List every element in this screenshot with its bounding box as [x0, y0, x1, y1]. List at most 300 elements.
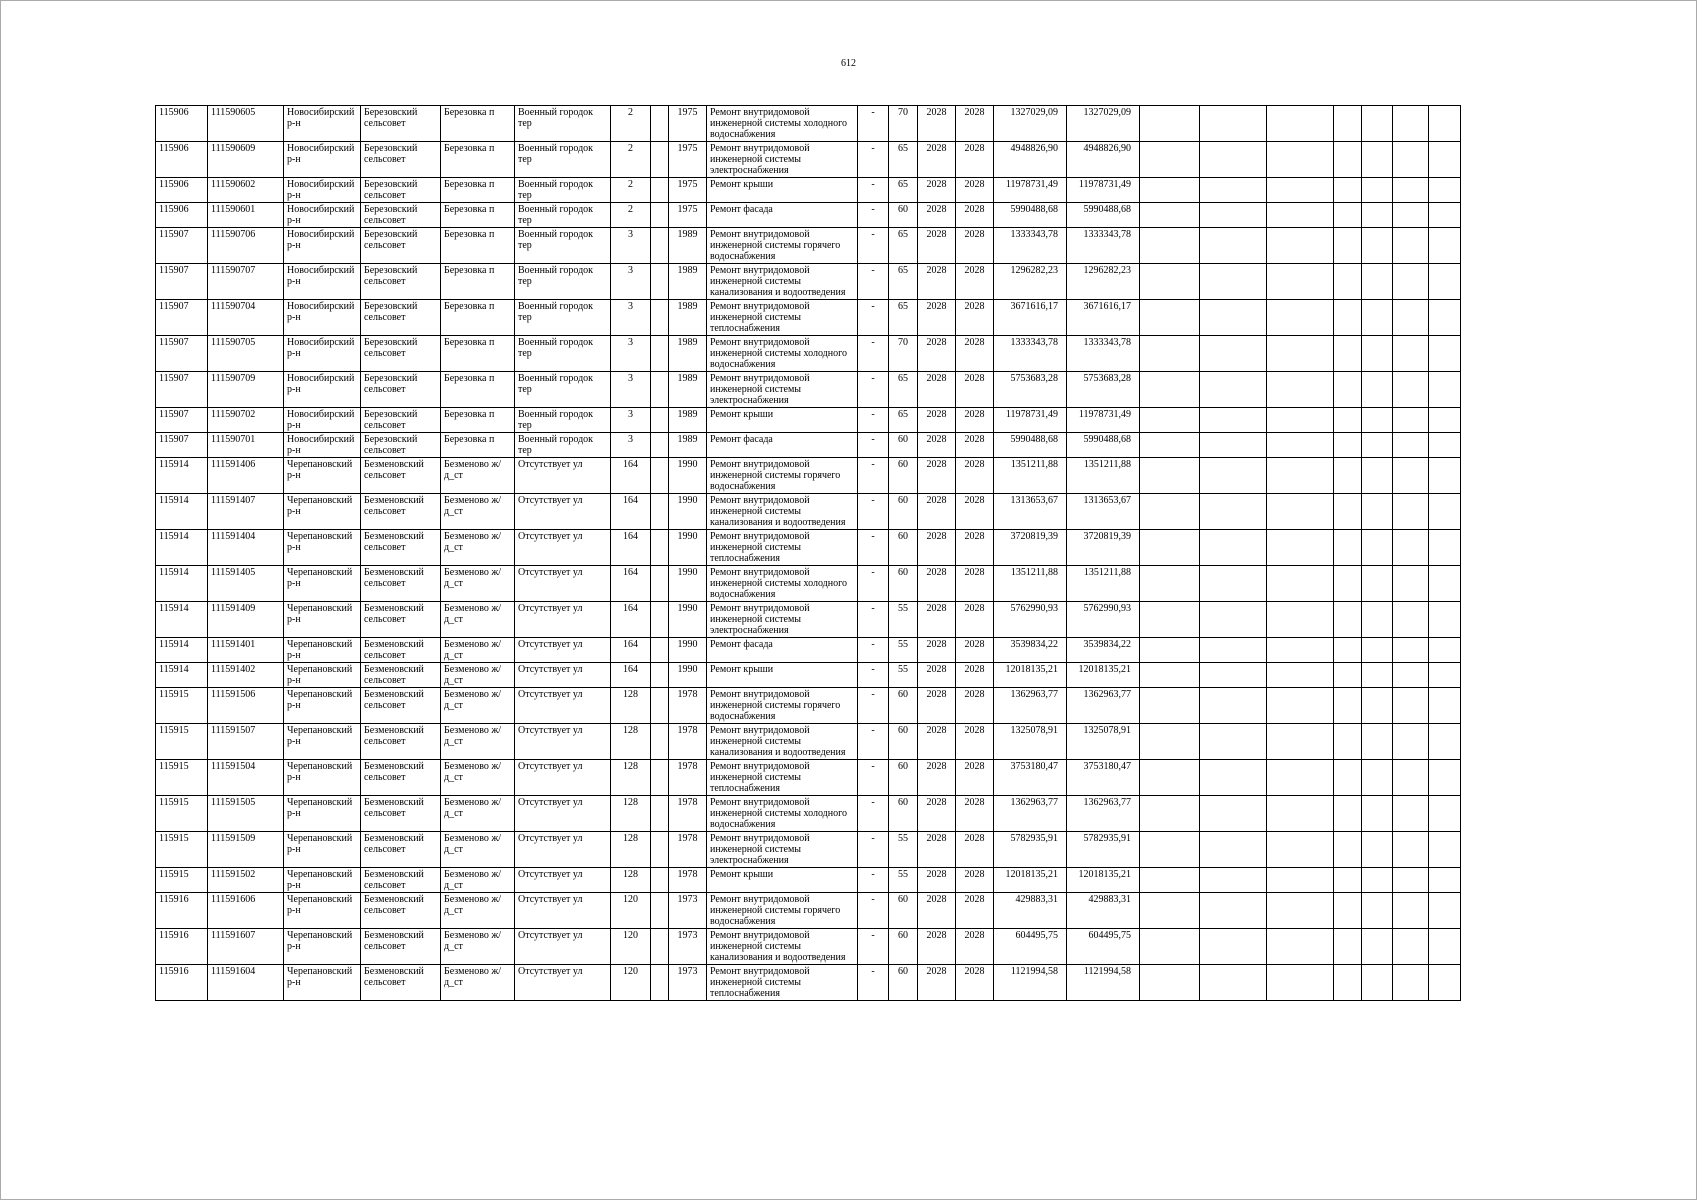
table-row [156, 106, 1461, 142]
table-cell: 55 [889, 868, 918, 893]
table-cell: Военный городок тер [515, 203, 611, 228]
table-cell [1362, 106, 1393, 142]
table-cell [1393, 868, 1429, 893]
table-cell: 115906 [156, 203, 208, 228]
table-cell: Отсутствует ул [515, 602, 611, 638]
table-cell [651, 663, 669, 688]
table-cell: Черепановский р-н [284, 760, 361, 796]
table-cell: Безменовский сельсовет [361, 494, 441, 530]
table-cell: 2028 [956, 264, 994, 300]
table-cell: 1978 [669, 832, 707, 868]
table-cell: 60 [889, 530, 918, 566]
table-cell: Ремонт фасада [707, 433, 858, 458]
table-cell: 2028 [956, 408, 994, 433]
table-cell: 5990488,68 [994, 203, 1067, 228]
table-cell [1267, 796, 1334, 832]
table-cell: 1362963,77 [994, 796, 1067, 832]
table-cell: 1989 [669, 372, 707, 408]
table-cell [651, 796, 669, 832]
table-cell: Березовка п [441, 300, 515, 336]
table-cell: 164 [611, 530, 651, 566]
table-cell [1334, 760, 1362, 796]
table-cell: 1990 [669, 663, 707, 688]
table-cell: 5753683,28 [994, 372, 1067, 408]
table-cell: 2028 [918, 929, 956, 965]
table-cell: 111590705 [208, 336, 284, 372]
table-cell [1140, 893, 1200, 929]
table-cell [1429, 494, 1461, 530]
table-cell [1362, 142, 1393, 178]
table-cell: Новосибирский р-н [284, 178, 361, 203]
table-cell [1362, 832, 1393, 868]
table-cell: 12018135,21 [1067, 868, 1140, 893]
table-cell: - [858, 724, 889, 760]
table-cell: 1989 [669, 264, 707, 300]
table-cell [1200, 602, 1267, 638]
table-cell [1267, 264, 1334, 300]
table-cell: 1325078,91 [1067, 724, 1140, 760]
table-cell: 164 [611, 494, 651, 530]
table-cell: 2028 [918, 663, 956, 688]
table-cell [1334, 458, 1362, 494]
table-cell: 1975 [669, 142, 707, 178]
table-cell: 70 [889, 336, 918, 372]
table-cell [651, 566, 669, 602]
table-cell: - [858, 602, 889, 638]
table-cell: 120 [611, 965, 651, 1001]
table-cell [1362, 458, 1393, 494]
table-row [156, 494, 1461, 530]
table-cell [1393, 893, 1429, 929]
table-cell: Безменово ж/д_ст [441, 494, 515, 530]
table-cell: Безменовский сельсовет [361, 530, 441, 566]
table-cell [1334, 264, 1362, 300]
table-cell [1429, 300, 1461, 336]
table-cell: 2028 [956, 929, 994, 965]
table-cell: 2028 [918, 893, 956, 929]
table-cell: Ремонт внутридомовой инженерной системы холодного водоснабжения [707, 566, 858, 602]
table-cell: 111591409 [208, 602, 284, 638]
table-cell [1140, 796, 1200, 832]
table-cell: Ремонт внутридомовой инженерной системы электроснабжения [707, 602, 858, 638]
table-cell: 128 [611, 760, 651, 796]
table-cell: Черепановский р-н [284, 530, 361, 566]
table-cell: 3753180,47 [1067, 760, 1140, 796]
table-cell: 115914 [156, 663, 208, 688]
table-cell: 2028 [918, 433, 956, 458]
table-cell [1200, 494, 1267, 530]
table-cell [1140, 663, 1200, 688]
table-cell [1200, 372, 1267, 408]
table-cell [1334, 228, 1362, 264]
table-cell: Безменово ж/д_ст [441, 724, 515, 760]
table-cell: Березовка п [441, 336, 515, 372]
table-row [156, 638, 1461, 663]
table-cell: Безменовский сельсовет [361, 724, 441, 760]
table-cell: 111591505 [208, 796, 284, 832]
table-cell: - [858, 965, 889, 1001]
table-row [156, 458, 1461, 494]
table-cell: - [858, 760, 889, 796]
table-cell [1200, 688, 1267, 724]
table-cell [1267, 106, 1334, 142]
table-cell [651, 868, 669, 893]
table-cell: Отсутствует ул [515, 458, 611, 494]
table-cell: 2 [611, 178, 651, 203]
table-cell: 1975 [669, 178, 707, 203]
table-cell [1200, 142, 1267, 178]
table-cell: Отсутствует ул [515, 638, 611, 663]
table-cell [1200, 203, 1267, 228]
table-cell: 1989 [669, 336, 707, 372]
table-cell [1393, 965, 1429, 1001]
table-cell: - [858, 832, 889, 868]
table-cell [1334, 724, 1362, 760]
table-cell: 111590707 [208, 264, 284, 300]
table-cell: 1989 [669, 300, 707, 336]
table-cell: Новосибирский р-н [284, 142, 361, 178]
table-row [156, 433, 1461, 458]
table-cell [1140, 408, 1200, 433]
table-cell: - [858, 408, 889, 433]
table-cell: 4948826,90 [1067, 142, 1140, 178]
table-cell: 2028 [956, 530, 994, 566]
table-cell: 2028 [918, 336, 956, 372]
table-cell: 115906 [156, 106, 208, 142]
table-cell: 429883,31 [1067, 893, 1140, 929]
table-cell: Березовка п [441, 408, 515, 433]
table-cell: 3753180,47 [994, 760, 1067, 796]
table-cell: Ремонт внутридомовой инженерной системы канализования и водоотведения [707, 494, 858, 530]
table-cell [1140, 203, 1200, 228]
table-cell: 115916 [156, 929, 208, 965]
table-cell: 164 [611, 663, 651, 688]
table-cell: 111591604 [208, 965, 284, 1001]
table-cell: 1978 [669, 724, 707, 760]
table-cell: 2028 [918, 796, 956, 832]
table-cell [1429, 868, 1461, 893]
table-cell [1267, 433, 1334, 458]
table-cell: 60 [889, 929, 918, 965]
table-cell [1393, 228, 1429, 264]
table-cell [1429, 688, 1461, 724]
table-cell: 2028 [956, 106, 994, 142]
table-cell: 111590605 [208, 106, 284, 142]
table-cell: Военный городок тер [515, 336, 611, 372]
table-cell: 2028 [918, 106, 956, 142]
table-cell: 60 [889, 566, 918, 602]
table-row [156, 760, 1461, 796]
table-cell [1393, 336, 1429, 372]
table-cell: 4948826,90 [994, 142, 1067, 178]
table-cell: 1990 [669, 566, 707, 602]
table-cell [1334, 832, 1362, 868]
table-cell: 2028 [956, 688, 994, 724]
table-cell [1334, 929, 1362, 965]
table-cell: 128 [611, 868, 651, 893]
table-cell: Ремонт внутридомовой инженерной системы теплоснабжения [707, 300, 858, 336]
table-cell [1429, 602, 1461, 638]
table-cell: Ремонт внутридомовой инженерной системы теплоснабжения [707, 760, 858, 796]
table-cell [1393, 494, 1429, 530]
table-cell [1267, 228, 1334, 264]
table-cell: 1973 [669, 929, 707, 965]
table-cell: 55 [889, 832, 918, 868]
table-cell [1429, 566, 1461, 602]
table-cell: 1989 [669, 228, 707, 264]
table-cell: Безменово ж/д_ст [441, 638, 515, 663]
table-cell: 128 [611, 724, 651, 760]
table-cell: 1313653,67 [994, 494, 1067, 530]
table-cell: Отсутствует ул [515, 566, 611, 602]
table-cell [1393, 688, 1429, 724]
table-cell: 111590701 [208, 433, 284, 458]
table-cell: Новосибирский р-н [284, 203, 361, 228]
table-cell [1200, 724, 1267, 760]
table-cell [651, 372, 669, 408]
table-cell: Черепановский р-н [284, 663, 361, 688]
table-cell: 5762990,93 [994, 602, 1067, 638]
table-cell [1200, 178, 1267, 203]
table-cell: 164 [611, 638, 651, 663]
table-cell: 11978731,49 [994, 178, 1067, 203]
table-cell [1393, 433, 1429, 458]
table-cell: Отсутствует ул [515, 832, 611, 868]
table-cell: 60 [889, 688, 918, 724]
table-cell [651, 688, 669, 724]
table-cell: 1990 [669, 494, 707, 530]
table-cell [1140, 638, 1200, 663]
table-cell: 111590704 [208, 300, 284, 336]
table-cell: 2028 [956, 142, 994, 178]
table-cell [1140, 530, 1200, 566]
table-cell: 115906 [156, 142, 208, 178]
table-cell [1393, 178, 1429, 203]
table-cell: 111591407 [208, 494, 284, 530]
table-cell [1362, 178, 1393, 203]
table-cell [1140, 300, 1200, 336]
table-cell: 60 [889, 760, 918, 796]
table-cell: 2028 [918, 203, 956, 228]
table-row [156, 228, 1461, 264]
table-cell: Ремонт внутридомовой инженерной системы электроснабжения [707, 142, 858, 178]
table-cell: 65 [889, 178, 918, 203]
table-cell: 60 [889, 494, 918, 530]
table-cell: 55 [889, 663, 918, 688]
table-cell [1267, 142, 1334, 178]
table-cell [1334, 663, 1362, 688]
table-cell: 1296282,23 [994, 264, 1067, 300]
table-cell [1267, 178, 1334, 203]
table-cell [1429, 893, 1461, 929]
table-row [156, 264, 1461, 300]
table-row [156, 566, 1461, 602]
table-cell [1429, 178, 1461, 203]
table-cell: - [858, 433, 889, 458]
table-cell: 2028 [956, 203, 994, 228]
table-cell: Отсутствует ул [515, 688, 611, 724]
table-cell: Безменово ж/д_ст [441, 602, 515, 638]
table-cell [1140, 458, 1200, 494]
table-cell: 2028 [956, 760, 994, 796]
table-cell: Отсутствует ул [515, 929, 611, 965]
table-cell [1267, 638, 1334, 663]
table-cell: Ремонт крыши [707, 178, 858, 203]
table-cell [1140, 228, 1200, 264]
table-cell [1267, 663, 1334, 688]
table-cell: Военный городок тер [515, 228, 611, 264]
table-cell [651, 638, 669, 663]
table-cell [1334, 530, 1362, 566]
table-cell [1429, 638, 1461, 663]
table-cell [651, 530, 669, 566]
table-cell: 2 [611, 142, 651, 178]
table-cell: Ремонт внутридомовой инженерной системы горячего водоснабжения [707, 688, 858, 724]
table-cell: 115915 [156, 868, 208, 893]
table-cell: Безменовский сельсовет [361, 602, 441, 638]
table-cell [1267, 408, 1334, 433]
table-cell [1429, 929, 1461, 965]
table-cell [1362, 760, 1393, 796]
table-cell: Безменовский сельсовет [361, 868, 441, 893]
table-cell [1140, 142, 1200, 178]
table-cell: 111590602 [208, 178, 284, 203]
table-cell [1393, 724, 1429, 760]
table-cell: 1333343,78 [994, 228, 1067, 264]
table-cell [1393, 264, 1429, 300]
table-cell: - [858, 178, 889, 203]
table-cell: Березовка п [441, 433, 515, 458]
table-cell: Безменово ж/д_ст [441, 796, 515, 832]
table-cell: 111591404 [208, 530, 284, 566]
table-cell [1140, 602, 1200, 638]
table-cell [1200, 408, 1267, 433]
table-cell: 12018135,21 [994, 663, 1067, 688]
table-cell: 111591502 [208, 868, 284, 893]
table-cell [1393, 300, 1429, 336]
table-cell: Новосибирский р-н [284, 264, 361, 300]
table-cell: - [858, 300, 889, 336]
table-cell [1140, 433, 1200, 458]
table-cell: 115915 [156, 688, 208, 724]
table-row [156, 408, 1461, 433]
table-cell: Безменовский сельсовет [361, 688, 441, 724]
table-cell: 1362963,77 [1067, 688, 1140, 724]
table-cell [1140, 106, 1200, 142]
table-cell [1429, 965, 1461, 1001]
table-cell [1200, 868, 1267, 893]
table-cell: - [858, 638, 889, 663]
table-cell: 3539834,22 [994, 638, 1067, 663]
table-cell [1140, 760, 1200, 796]
table-cell [1429, 228, 1461, 264]
table-cell [1393, 372, 1429, 408]
table-cell [1140, 688, 1200, 724]
table-cell [1362, 433, 1393, 458]
table-cell [1200, 264, 1267, 300]
table-cell: 111591405 [208, 566, 284, 602]
table-cell: 1978 [669, 796, 707, 832]
table-cell [1267, 893, 1334, 929]
table-cell: 65 [889, 300, 918, 336]
table-cell: Березовский сельсовет [361, 300, 441, 336]
table-row [156, 142, 1461, 178]
table-cell [1362, 602, 1393, 638]
table-cell [1429, 530, 1461, 566]
table-cell [1334, 602, 1362, 638]
table-row [156, 929, 1461, 965]
table-cell: 2028 [956, 458, 994, 494]
table-cell: 3 [611, 336, 651, 372]
table-body [156, 106, 1461, 1001]
table-cell [1334, 178, 1362, 203]
table-cell [1267, 724, 1334, 760]
table-cell [1429, 106, 1461, 142]
table-cell: 60 [889, 724, 918, 760]
table-cell: 2028 [956, 336, 994, 372]
table-cell: 115907 [156, 300, 208, 336]
table-cell [1267, 494, 1334, 530]
table-cell: Военный городок тер [515, 142, 611, 178]
table-cell: Безменово ж/д_ст [441, 760, 515, 796]
table-cell [651, 965, 669, 1001]
table-cell: 1296282,23 [1067, 264, 1140, 300]
table-cell: Новосибирский р-н [284, 228, 361, 264]
table-cell: - [858, 142, 889, 178]
table-cell: Военный городок тер [515, 433, 611, 458]
table-cell: 1333343,78 [1067, 336, 1140, 372]
table-cell [1429, 663, 1461, 688]
table-cell [1429, 336, 1461, 372]
table-cell: 65 [889, 408, 918, 433]
table-cell [651, 264, 669, 300]
table-cell: Березовский сельсовет [361, 178, 441, 203]
table-cell: Черепановский р-н [284, 796, 361, 832]
table-cell: Новосибирский р-н [284, 408, 361, 433]
table-row [156, 965, 1461, 1001]
table-cell [1393, 458, 1429, 494]
table-cell: 1990 [669, 458, 707, 494]
table-cell: 128 [611, 832, 651, 868]
table-cell [1200, 638, 1267, 663]
table-cell: 1351211,88 [994, 566, 1067, 602]
table-cell: 164 [611, 602, 651, 638]
table-cell: 3 [611, 372, 651, 408]
table-cell: 2028 [918, 760, 956, 796]
table-cell: 115907 [156, 433, 208, 458]
table-cell: Березовка п [441, 228, 515, 264]
table-cell: Березовка п [441, 203, 515, 228]
table-cell [651, 178, 669, 203]
table-cell [1200, 300, 1267, 336]
table-cell: 3 [611, 408, 651, 433]
table-cell: Военный городок тер [515, 178, 611, 203]
table-cell [1393, 530, 1429, 566]
table-cell [1140, 264, 1200, 300]
table-cell: 115907 [156, 264, 208, 300]
table-cell [1362, 336, 1393, 372]
table-cell: 1990 [669, 638, 707, 663]
table-cell: 3671616,17 [1067, 300, 1140, 336]
table-cell [1200, 106, 1267, 142]
table-cell [1140, 868, 1200, 893]
table-cell: Безменово ж/д_ст [441, 868, 515, 893]
table-cell: Березовский сельсовет [361, 433, 441, 458]
table-cell [1362, 663, 1393, 688]
table-cell [1429, 408, 1461, 433]
table-cell: 2028 [918, 530, 956, 566]
table-cell [1334, 106, 1362, 142]
